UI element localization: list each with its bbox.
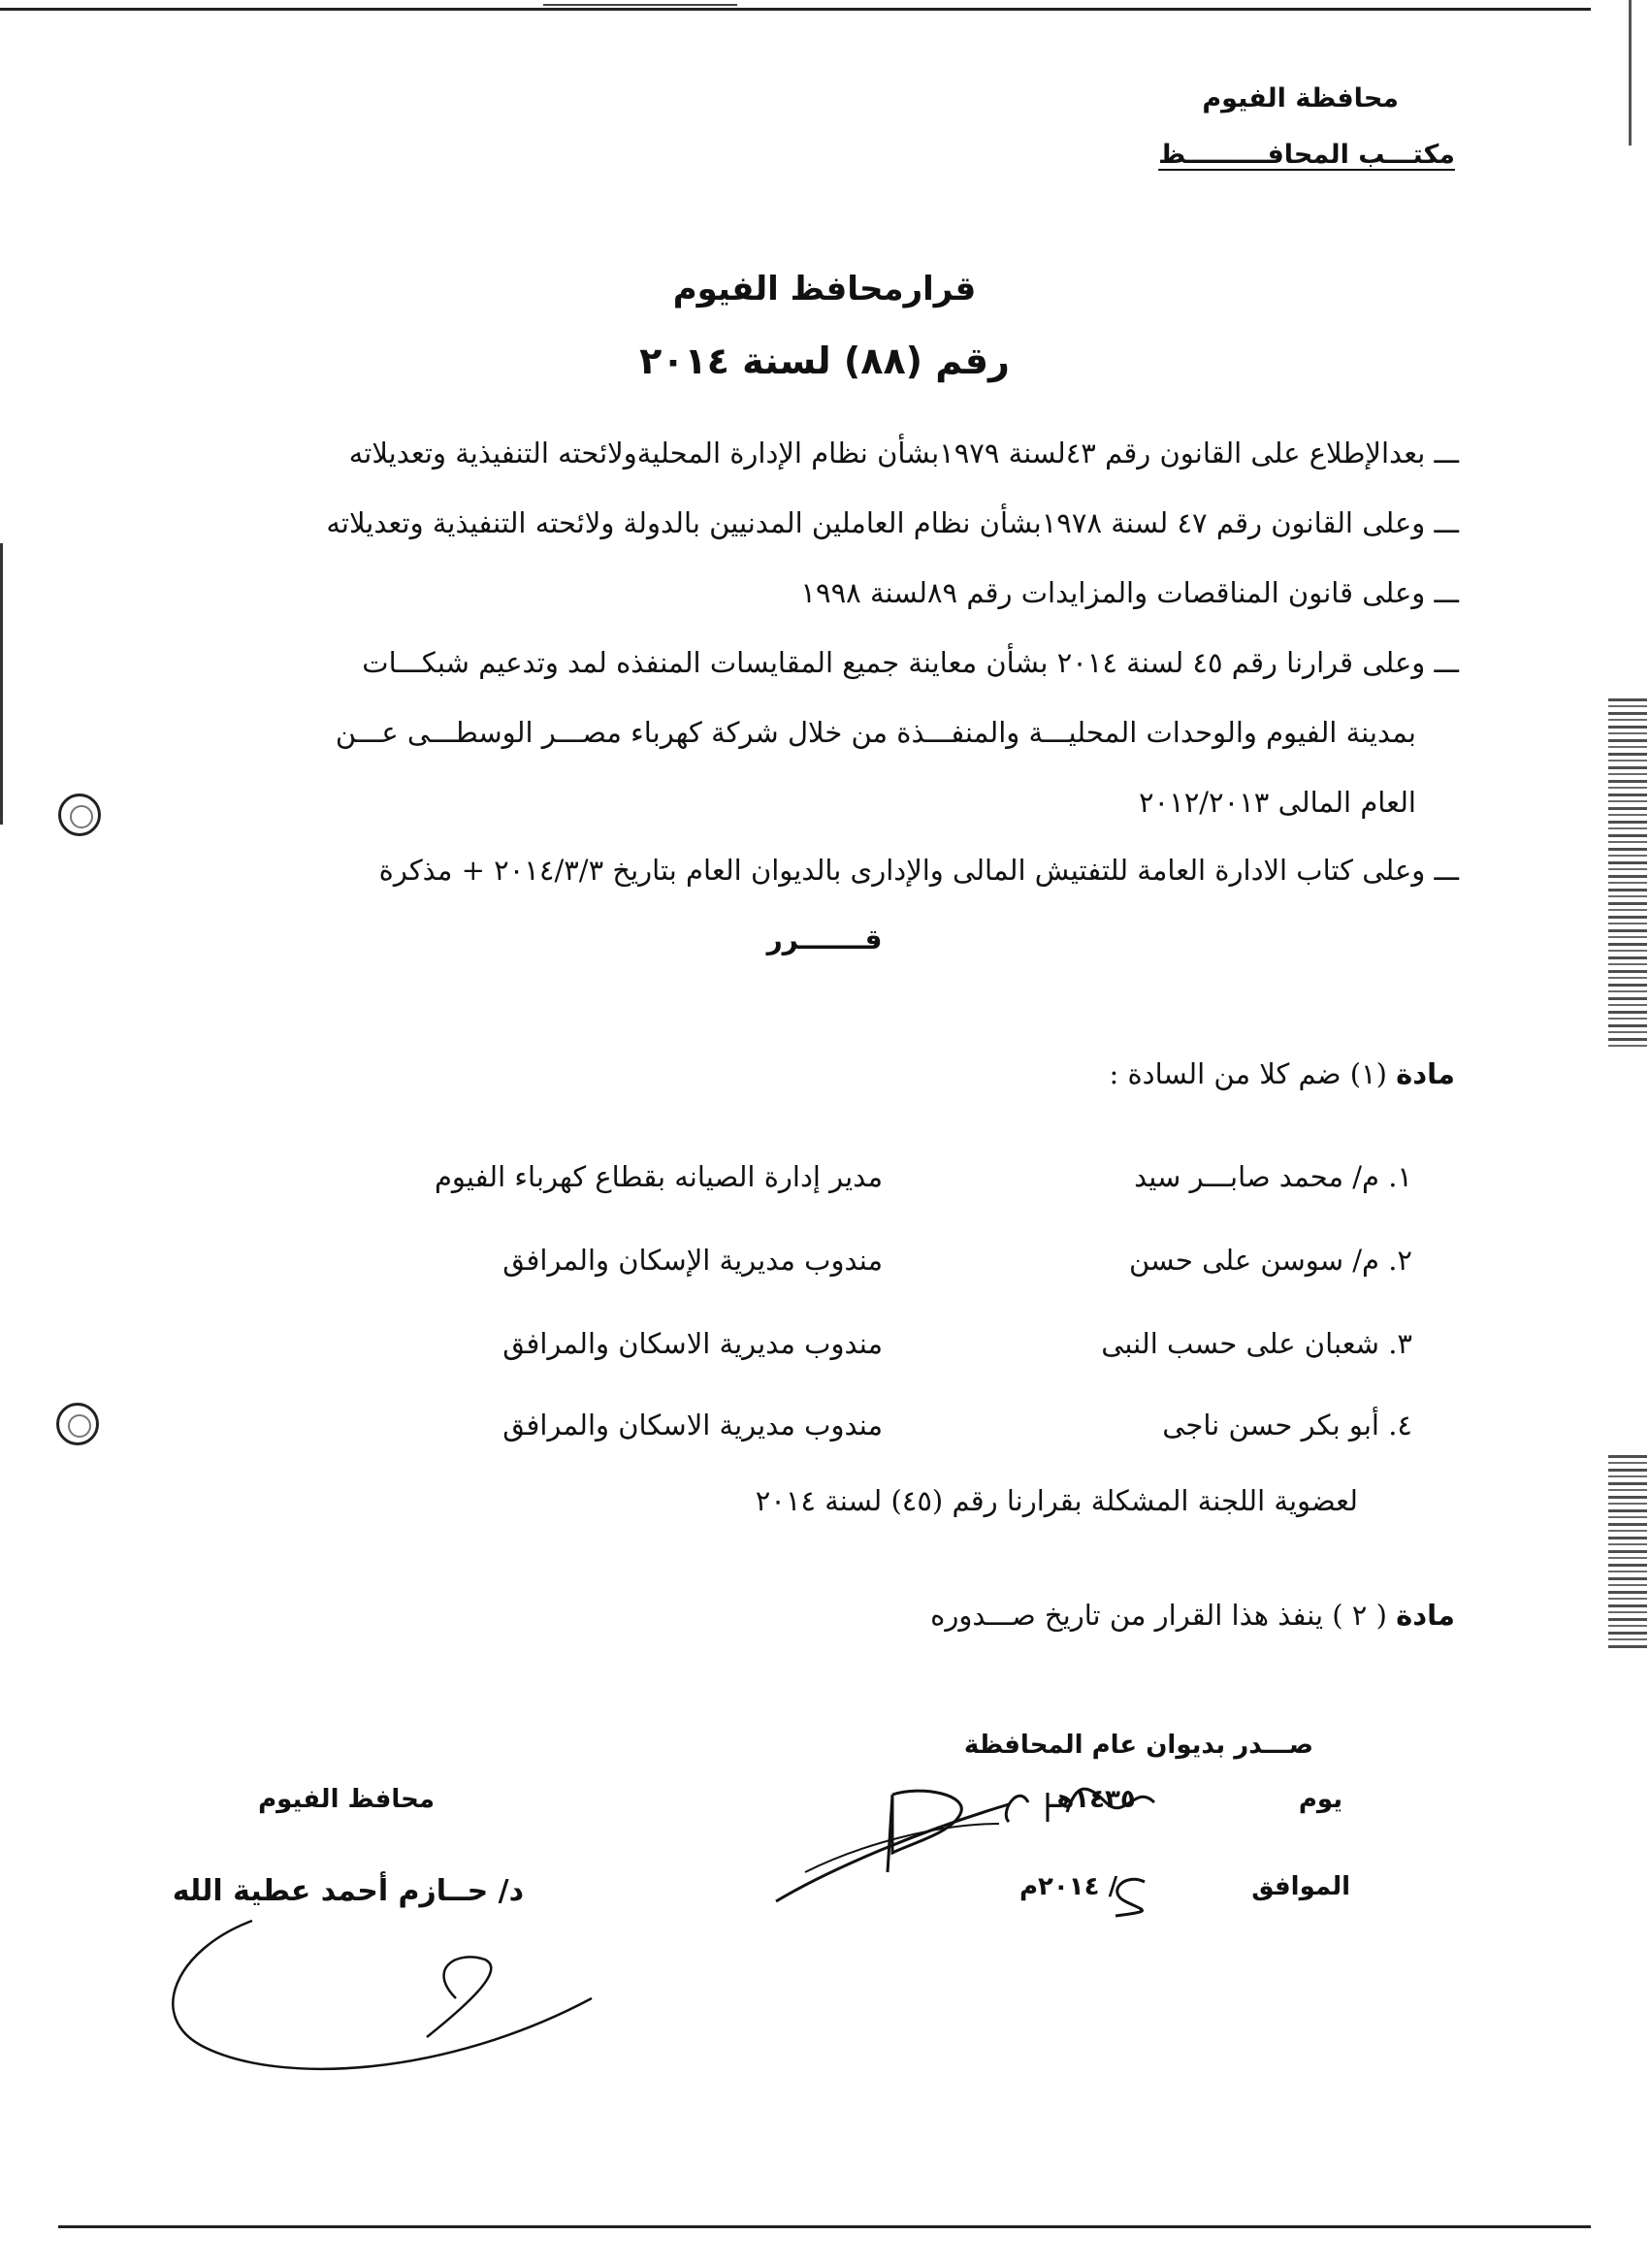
member-number: ١. bbox=[1388, 1160, 1412, 1193]
governorate-header: محافظة الفيوم bbox=[1202, 83, 1399, 113]
article-1-label: مادة bbox=[1396, 1057, 1455, 1090]
punch-hole-lower bbox=[56, 1403, 99, 1445]
scan-artifact-right bbox=[1608, 698, 1647, 1048]
preamble-line: ـــ وعلى القانون رقم ٤٧ لسنة ١٩٧٨بشأن نظام العاملين المدنيين بالدولة ولائحته التنفيذية وتعديلاته bbox=[326, 506, 1459, 539]
member-name-text: م/ سوسن على حسن bbox=[1129, 1244, 1379, 1277]
top-border-line bbox=[0, 8, 1591, 11]
member-name bbox=[1134, 1160, 1412, 1193]
handwritten-date-month bbox=[1077, 1863, 1164, 1921]
secretary-signature bbox=[766, 1766, 1018, 1911]
governor-signature bbox=[136, 1892, 640, 2086]
scan-artifact-right-lower bbox=[1608, 1455, 1647, 1649]
member-role: مندوب مديرية الإسكان والمرافق bbox=[502, 1244, 883, 1277]
issued-line: صـــدر بديوان عام المحافظة bbox=[963, 1731, 1313, 1760]
office-header: مكتـــب المحافـــــــــظ bbox=[1158, 140, 1455, 170]
issued-greg: / ٢٠١٤م bbox=[1018, 1872, 1118, 1901]
member-name bbox=[1162, 1409, 1412, 1442]
membership-line: لعضوية اللجنة المشكلة بقرارنا رقم (٤٥) لسنة ٢٠١٤ bbox=[755, 1484, 1358, 1517]
article-2 bbox=[930, 1599, 1455, 1632]
preamble-line: ـــ وعلى قرارنا رقم ٤٥ لسنة ٢٠١٤ بشأن معاينة جميع المقايسات المنفذه لمد وتدعيم شبكـــات bbox=[362, 646, 1459, 679]
article-2-text: ينفذ هذا القرار من تاريخ صـــدوره bbox=[930, 1599, 1324, 1632]
preamble-line: العام المالى ٢٠١٢/٢٠١٣ bbox=[1138, 786, 1416, 819]
member-name-text: أبو بكر حسن ناجى bbox=[1162, 1409, 1379, 1442]
member-number: ٤. bbox=[1388, 1409, 1412, 1442]
member-name-text: شعبان على حسب النبى bbox=[1101, 1327, 1379, 1360]
member-number: ٢. bbox=[1388, 1244, 1412, 1277]
scan-edge-right bbox=[1629, 0, 1632, 146]
article-1-text: ضم كلا من السادة : bbox=[1109, 1057, 1342, 1090]
article-2-number: ( ٢ ) bbox=[1332, 1599, 1387, 1632]
signatory-name: د/ حــازم أحمد عطية الله bbox=[172, 1874, 524, 1908]
member-role: مدير إدارة الصيانه بقطاع كهرباء الفيوم bbox=[434, 1160, 883, 1193]
member-name bbox=[1101, 1327, 1412, 1360]
member-role: مندوب مديرية الاسكان والمرافق bbox=[502, 1327, 883, 1360]
issued-hijri: ١٤٣٥هـ bbox=[1048, 1785, 1136, 1814]
decision-title: قرارمحافظ الفيوم bbox=[672, 270, 977, 308]
decision-number: رقم (٨٨) لسنة ٢٠١٤ bbox=[639, 340, 1010, 382]
punch-hole-upper bbox=[58, 794, 101, 836]
bottom-border-line bbox=[58, 2225, 1591, 2228]
article-1-number: (١) bbox=[1349, 1057, 1387, 1090]
member-number: ٣. bbox=[1388, 1327, 1412, 1360]
member-name bbox=[1129, 1244, 1412, 1277]
member-name-text: م/ محمد صابـــر سيد bbox=[1134, 1160, 1379, 1193]
scan-edge-left bbox=[0, 543, 3, 825]
preamble-line: بمدينة الفيوم والوحدات المحليـــة والمنفـــذة من خلال شركة كهرباء مصـــر الوسطـــى عـــن bbox=[335, 716, 1416, 749]
article-1 bbox=[1109, 1057, 1455, 1090]
article-2-label: مادة bbox=[1396, 1599, 1455, 1632]
signatory-title: محافظ الفيوم bbox=[258, 1785, 435, 1814]
issued-greg-label: الموافق bbox=[1251, 1872, 1350, 1901]
issued-day-label: يوم bbox=[1298, 1785, 1342, 1814]
preamble-line: ـــ بعدالإطلاع على القانون رقم ٤٣لسنة ١٩٧٩بشأن نظام الإدارة المحليةولائحته التنفيذية وتعديلاته bbox=[348, 437, 1459, 470]
top-border-accent bbox=[543, 4, 737, 6]
decision-word: قـــــــرر bbox=[766, 923, 883, 956]
issued-date-gregorian bbox=[1019, 1872, 1350, 1901]
member-role: مندوب مديرية الاسكان والمرافق bbox=[502, 1409, 883, 1442]
preamble-line: ـــ وعلى قانون المناقصات والمزايدات رقم ٨٩لسنة ١٩٩٨ bbox=[800, 576, 1459, 609]
preamble-line: ـــ وعلى كتاب الادارة العامة للتفتيش المالى والإدارى بالديوان العام بتاريخ ٢٠١٤/٣/٣ + مذكرة bbox=[378, 854, 1459, 887]
